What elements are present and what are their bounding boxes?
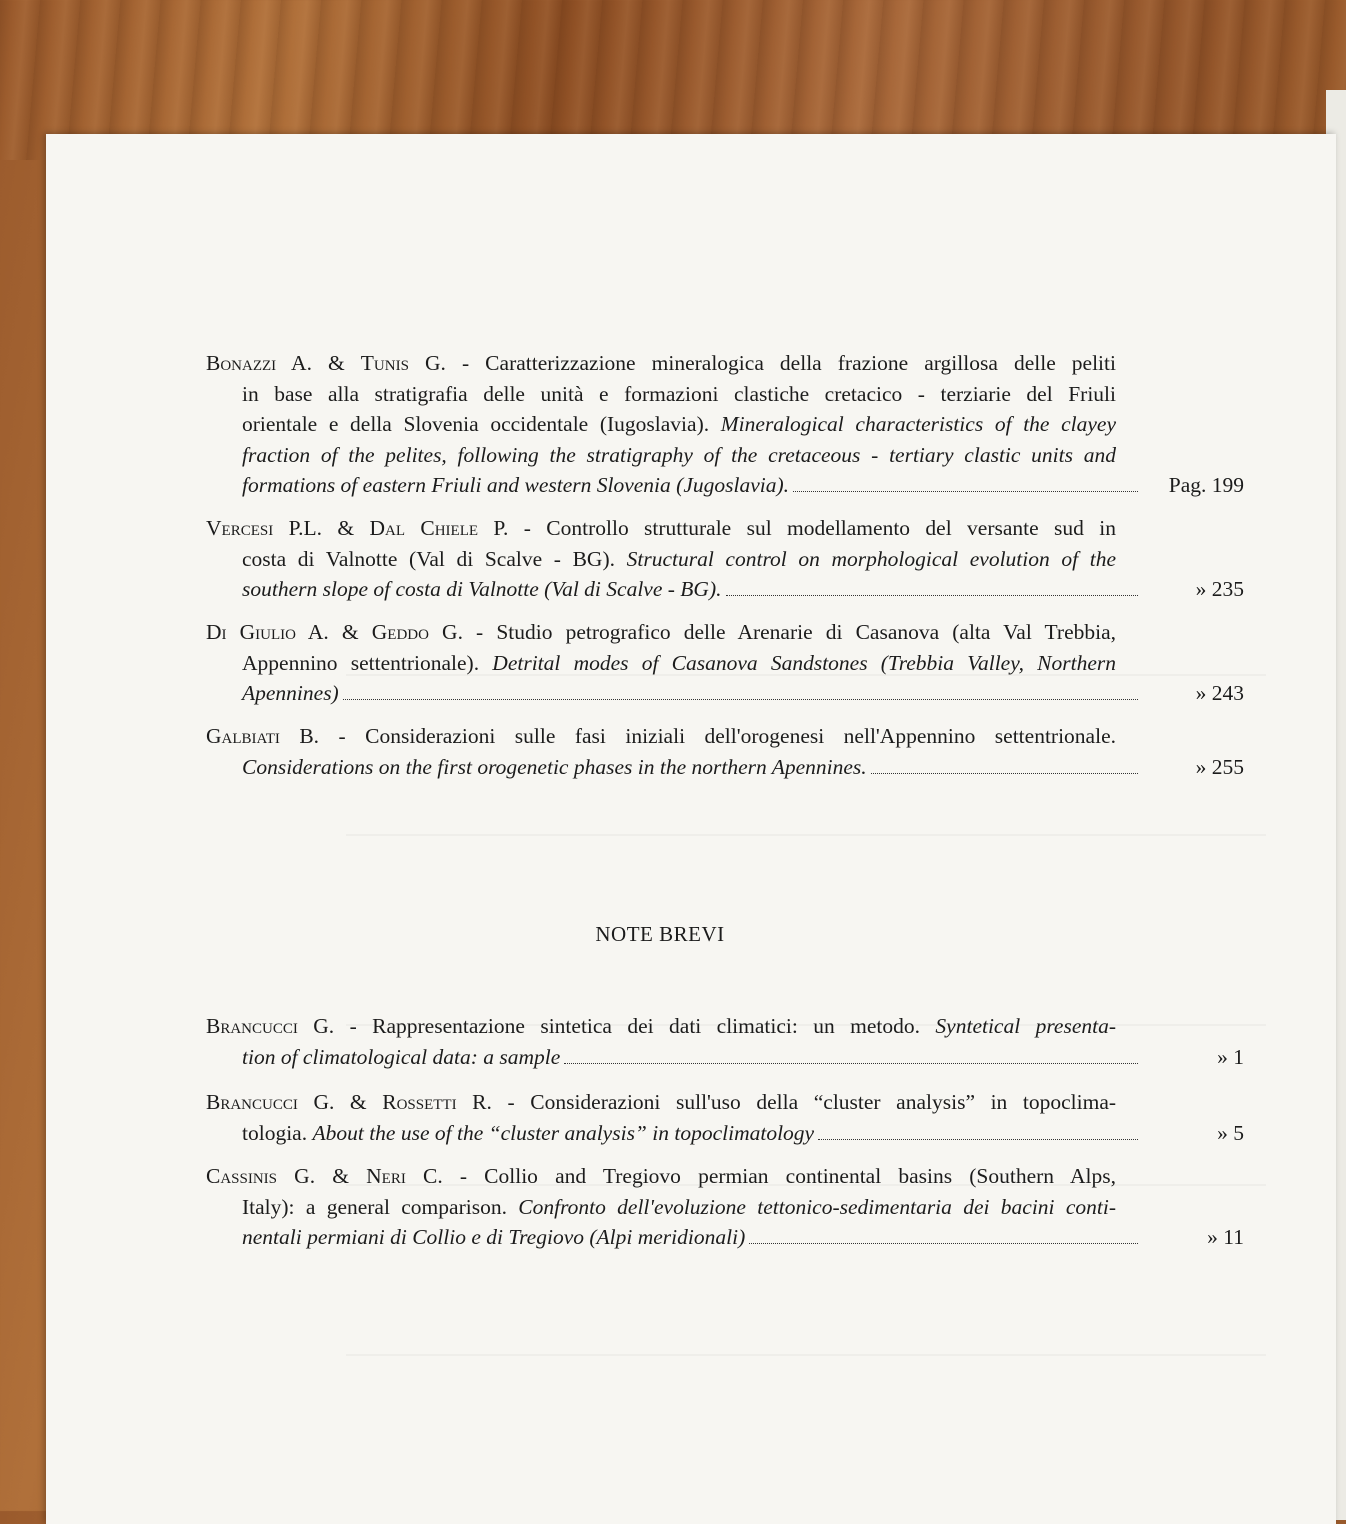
author: Di Giulio [206, 620, 296, 644]
entry-line: orientale e della Slovenia occidentale (Iugoslavia). Mineralogical characteristics of the clayey [242, 412, 1116, 436]
entry-line: Italy): a general comparison. Confronto dell'evoluzione tettonico-sedimentaria dei bacini conti- [242, 1194, 1116, 1219]
entry-last-line: Considerations on the first orogenetic phases in the northern Apennines. » 255 [206, 752, 1244, 783]
dot-leader [871, 772, 1138, 774]
author: Neri [366, 1164, 406, 1188]
entry-line: in base alla stratigrafia delle unità e formazioni clastiche cretacico - terziarie del Friuli [242, 381, 1116, 406]
author: Vercesi [206, 516, 274, 540]
english-title: Detrital modes of Casanova Sandstones (Trebbia Valley, Northern [492, 650, 1116, 675]
english-title: Mineralogical characteristics of the clayey [720, 412, 1116, 436]
page-number: » 5 [1217, 1120, 1244, 1145]
entry-title: - Rappresentazione sintetica dei dati climatici: un metodo. [349, 1014, 936, 1038]
entry-line: Di Giulio A. & Geddo G. - Studio petrografico delle Arenarie di Casanova (alta Val Trebbia, [206, 620, 1117, 644]
entry-last-line: formations of eastern Friuli and western Slovenia (Jugoslavia). Pag. 199 [206, 470, 1244, 501]
english-title: fraction of the pelites, following the stratigraphy of the cretaceous - tertiary clastic units and [242, 442, 1116, 467]
entry-title: - Considerazioni sull'uso della “cluster analysis” in topoclima- [491, 1090, 1117, 1114]
entry-title: - Collio and Tregiovo permian continental basins (Southern Alps, [442, 1164, 1117, 1188]
author: Tunis [360, 351, 409, 375]
dot-leader [749, 1242, 1138, 1244]
entry-line: Cassinis G. & Neri C. - Collio and Tregiovo permian continental basins (Southern Alps, [206, 1164, 1117, 1188]
entry-last-line: tologia. About the use of the “cluster analysis” in topoclimatology » 5 [206, 1118, 1244, 1149]
toc-entry-brancucci-2 [206, 1087, 1244, 1148]
english-title: Confronto dell'evoluzione tettonico-sedimentaria dei bacini conti- [518, 1194, 1116, 1219]
toc-entry-bonazzi [206, 348, 1244, 501]
entry-line: Galbiati B. - Considerazioni sulle fasi iniziali dell'orogenesi nell'Appennino settentrionale. [206, 724, 1116, 748]
section-title: NOTE BREVI [595, 922, 725, 946]
author: Brancucci [206, 1014, 298, 1038]
dot-leader [726, 594, 1139, 596]
entry-last-line: nentali permiani di Collio e di Tregiovo (Alpi meridionali) » 11 [206, 1222, 1244, 1253]
book-page [46, 134, 1336, 1524]
entry-title: - Caratterizzazione mineralogica della frazione argillosa delle peliti [445, 351, 1116, 375]
entry-title: - Considerazioni sulle fasi iniziali dell'orogenesi nell'Appennino settentrionale. [319, 724, 1116, 748]
entry-line: costa di Valnotte (Val di Scalve - BG). Structural control on morphological evolution of the [242, 546, 1116, 571]
toc-entry-brancucci-1 [206, 1011, 1244, 1072]
dot-leader [343, 698, 1138, 700]
author: Dal Chiele [369, 516, 479, 540]
entry-title: - Controllo strutturale sul modellamento del versante sud in [508, 516, 1116, 540]
toc-entry-cassinis [206, 1161, 1244, 1253]
english-title: Syntetical presenta- [935, 1014, 1116, 1038]
toc-entry-galbiati [206, 721, 1244, 782]
english-title: About the use of the “cluster analysis” in topoclimatology [312, 1120, 815, 1145]
author: Rossetti [382, 1090, 457, 1114]
entry-last-line: tion of climatological data: a sample » 1 [206, 1042, 1244, 1073]
entry-last-line: Apennines) » 243 [206, 678, 1244, 709]
page-number: » 255 [1195, 754, 1244, 779]
dot-leader [564, 1062, 1138, 1064]
author: Galbiati [206, 724, 280, 748]
page-number: » 1 [1217, 1044, 1244, 1069]
toc-entry-vercesi [206, 513, 1244, 605]
entry-last-line: southern slope of costa di Valnotte (Val di Scalve - BG). » 235 [206, 574, 1244, 605]
entry-line: Brancucci G. - Rappresentazione sintetica dei dati climatici: un metodo. Syntetical presenta- [206, 1014, 1116, 1038]
author: Brancucci [206, 1090, 298, 1114]
page-number: » 11 [1207, 1225, 1244, 1249]
entry-line: Appennino settentrionale). Detrital modes of Casanova Sandstones (Trebbia Valley, Northern [242, 650, 1116, 675]
toc-entry-di-giulio [206, 617, 1244, 709]
page-number: » 235 [1195, 577, 1244, 601]
entry-line: Vercesi P.L. & Dal Chiele P. - Controllo strutturale sul modellamento del versante sud in [206, 516, 1116, 540]
english-title: Structural control on morphological evolution of the [626, 546, 1116, 571]
author: Geddo [371, 620, 429, 644]
dot-leader [793, 490, 1138, 492]
author: Bonazzi [206, 351, 277, 375]
author: Cassinis [206, 1164, 278, 1188]
entry-line: Brancucci G. & Rossetti R. - Considerazioni sull'uso della “cluster analysis” in topoclima- [206, 1090, 1117, 1114]
entry-title: - Studio petrografico delle Arenarie di Casanova (alta Val Trebbia, [462, 620, 1117, 644]
dot-leader [818, 1138, 1138, 1140]
page-number: Pag. 199 [1168, 473, 1244, 497]
page-number: » 243 [1195, 681, 1244, 705]
entry-line: Bonazzi A. & Tunis G. - Caratterizzazione mineralogica della frazione argillosa delle peliti [206, 351, 1116, 375]
